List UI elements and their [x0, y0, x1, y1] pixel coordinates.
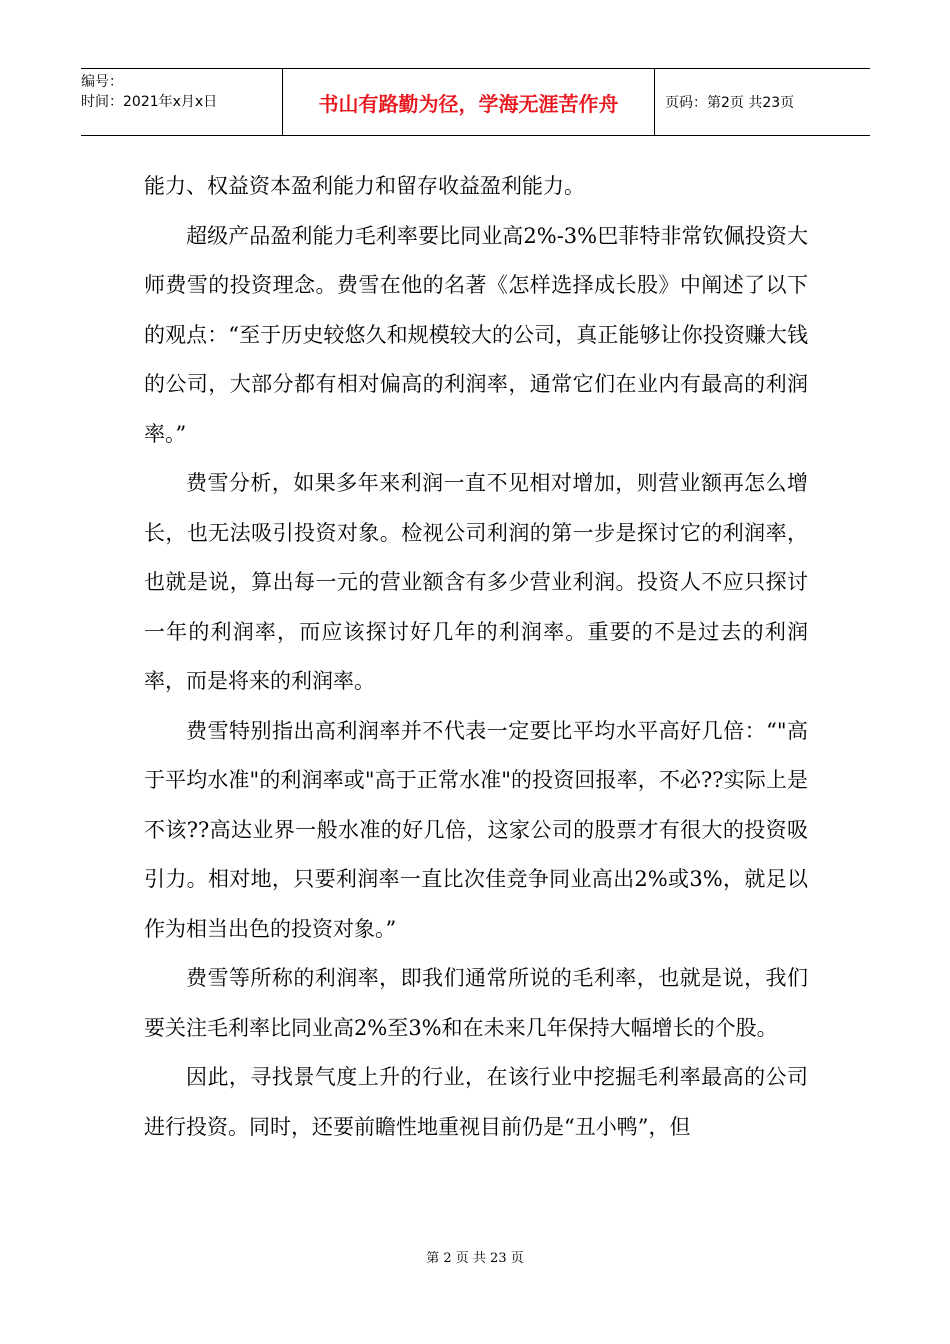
paragraph-continuation: 能力、权益资本盈利能力和留存收益盈利能力。: [144, 174, 585, 198]
header-motto: 书山有路勤为径，学海无涯苦作舟: [282, 69, 655, 135]
paragraph: 费雪等所称的利润率，即我们通常所说的毛利率，也就是说，我们要关注毛利率比同业高2%至3%和在未来几年保持大幅增长的个股。: [144, 966, 808, 1040]
page-header: [81, 68, 870, 136]
paragraph: 费雪特别指出高利润率并不代表一定要比平均水平高好几倍：“"高于平均水准"的利润率或"高于正常水准"的投资回报率，不必??实际上是不该??高达业界一般水准的好几倍，这家公司的股票才有很大的投资吸引力。相对地，只要利润率一直比次佳竞争同业高出2%或3%，就足以作为相当出色的投资对象。”: [144, 718, 808, 941]
header-page-code: 页码：第2页 共23页: [665, 95, 795, 111]
number-label: 编号：: [81, 74, 123, 90]
paragraph: 费雪分析，如果多年来利润一直不见相对增加，则营业额再怎么增长，也无法吸引投资对象。检视公司利润的第一步是探讨它的利润率，也就是说，算出每一元的营业额含有多少营业利润。投资人不应只探讨一年的利润率，而应该探讨好几年的利润率。重要的不是过去的利润率，而是将来的利润率。: [144, 471, 808, 693]
page-footer: 第 2 页 共 23 页: [426, 1251, 524, 1266]
paragraph: 超级产品盈利能力毛利率要比同业高2%-3%巴菲特非常钦佩投资大师费雪的投资理念。费雪在他的名著《怎样选择成长股》中阐述了以下的观点：“至于历史较悠久和规模较大的公司，真正能够让你投资赚大钱的公司，大部分都有相对偏高的利润率，通常它们在业内有最高的利润率。”: [144, 223, 808, 446]
document-body: [144, 162, 808, 1152]
time-label: 时间：2021年x月x日: [81, 94, 218, 110]
paragraph: 因此，寻找景气度上升的行业，在该行业中挖掘毛利率最高的公司进行投资。同时，还要前瞻性地重视目前仍是“丑小鸭”，但: [144, 1065, 808, 1139]
header-meta: [81, 69, 282, 135]
